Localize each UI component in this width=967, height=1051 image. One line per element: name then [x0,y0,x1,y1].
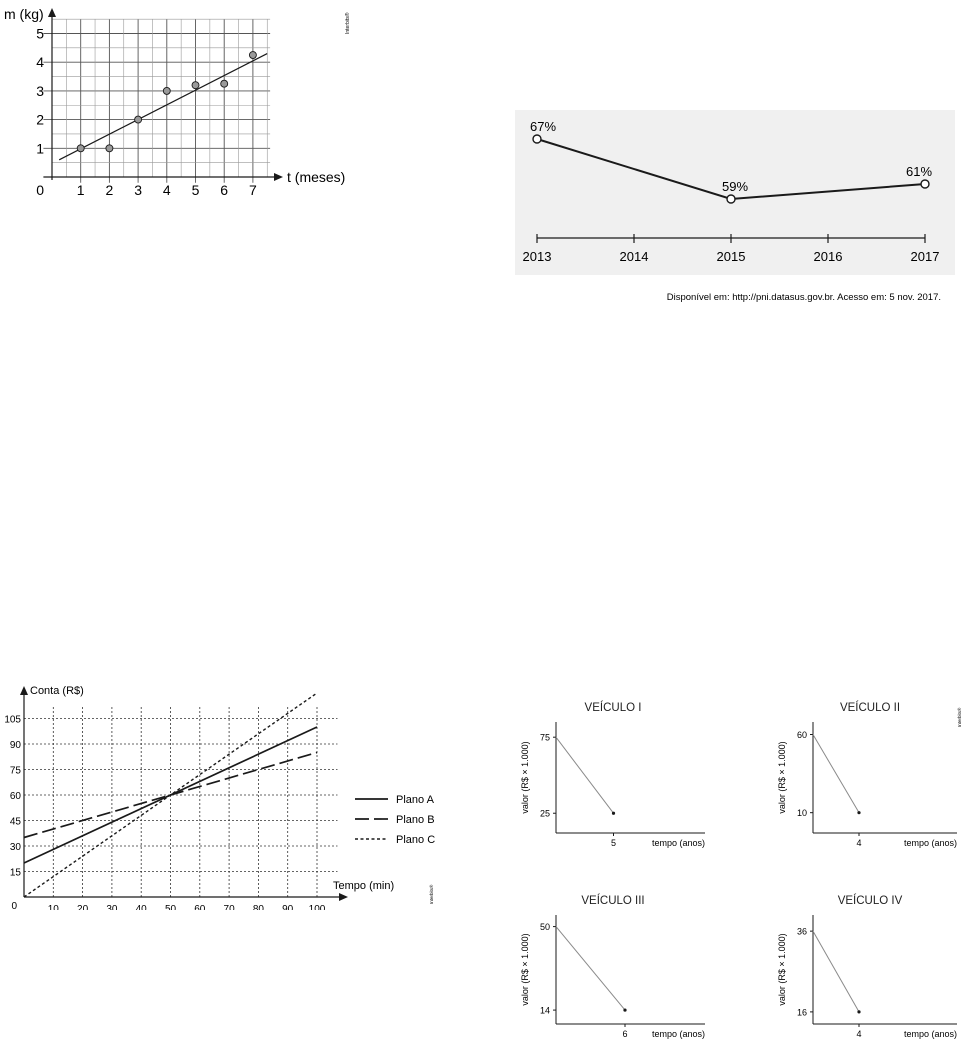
y-axis-label: valor (R$ × 1.000) [520,933,530,1006]
watermark: Interbits® [429,884,434,904]
y-tick-label: 25 [539,808,550,819]
data-point [106,145,113,152]
chart-title: VEÍCULO II [839,702,901,714]
chart-vehicle-1 [515,695,715,855]
source-note: Disponível em: http://pni.datasus.gov.br. Acesso em: 5 nov. 2017. [666,292,941,303]
y-tick-label: 5 [36,25,44,42]
value-line [813,931,859,1012]
y-tick-label: 50 [539,922,550,933]
y-axis-label: valor (R$ × 1.000) [520,741,530,814]
data-point [857,1010,860,1013]
y-tick-label: 90 [9,740,21,751]
chart-mass-time-svg [0,0,370,205]
chart-vehicle-2 [772,695,967,855]
data-point [221,80,228,87]
trend-line [59,54,267,160]
x-tick-label: 1 [76,182,85,198]
chart-vehicle-4 [772,888,967,1046]
chart-percentage-svg [515,110,955,310]
value-line [556,927,625,1010]
x-tick-label: 6 [622,1029,628,1039]
x-axis-arrow [339,893,348,901]
chart-vehicle-2-svg [772,695,967,855]
x-tick-label: 2013 [522,249,552,264]
chart-vehicle-3-svg [515,888,715,1046]
data-point [163,87,170,94]
legend-label: Plano C [396,834,436,846]
x-tick-label: 2 [105,182,114,198]
x-tick-label: 100 [308,904,326,910]
x-axis-label: tempo (anos) [651,838,705,848]
chart-title: VEÍCULO IV [837,895,903,907]
y-axis-label: Conta (R$) [30,685,84,697]
x-tick-label: 50 [164,904,177,910]
x-tick-label: 2014 [619,249,649,264]
y-axis-arrow [48,8,56,17]
x-tick-label: 80 [252,904,264,910]
x-tick-label: 70 [223,904,235,910]
y-tick-label: 1 [36,140,44,157]
x-tick-label: 10 [47,904,59,910]
x-axis-arrow [274,173,283,181]
y-tick-label: 75 [539,732,550,743]
y-axis-label: valor (R$ × 1.000) [777,741,787,814]
data-point [727,195,735,203]
x-tick-label: 40 [135,904,147,910]
x-tick-label: 20 [77,904,89,910]
x-tick-label: 7 [249,182,257,198]
data-label: 59% [721,179,749,194]
data-label: 61% [905,164,933,179]
watermark: Interbits® [345,12,351,34]
chart-title: VEÍCULO III [581,895,645,907]
data-point [533,135,541,143]
x-tick-label: 2016 [813,249,843,264]
x-tick-label: 2017 [910,249,940,264]
data-point [135,116,142,123]
y-tick-label: 4 [36,54,44,71]
y-tick-label: 60 [9,791,21,802]
x-axis-label: tempo (anos) [903,1029,957,1039]
y-tick-label: 45 [9,816,21,828]
y-tick-label: 60 [796,730,807,741]
chart-vehicle-3 [515,888,715,1046]
data-point [249,52,256,59]
chart-title: VEÍCULO I [584,702,642,714]
data-point [857,811,860,814]
x-tick-label: 90 [282,904,294,910]
value-line [813,735,859,813]
y-axis-arrow [20,686,28,695]
x-tick-label: 30 [106,904,118,910]
data-point [77,145,84,152]
x-axis-label: tempo (anos) [651,1029,705,1039]
origin-label: 0 [11,901,17,910]
y-axis-label: m (kg) [4,6,44,22]
x-tick-label: 4 [856,1029,862,1039]
data-point [623,1008,626,1011]
data-label: 67% [529,119,557,134]
x-tick-label: 3 [134,182,142,198]
y-tick-label: 105 [4,714,21,726]
chart-vehicle-4-svg [772,888,967,1046]
y-tick-label: 16 [796,1007,807,1018]
x-axis-label: Tempo (min) [333,880,395,892]
chart-mass-time [0,0,370,205]
x-tick-label: 5 [191,182,200,198]
chart-plans-svg [0,680,445,910]
y-tick-label: 3 [36,82,44,99]
data-point [192,82,199,89]
y-tick-label: 14 [539,1005,550,1016]
origin-label: 0 [36,182,44,198]
y-tick-label: 15 [9,867,21,879]
value-line [556,737,614,813]
y-tick-label: 2 [36,111,44,128]
y-tick-label: 10 [796,808,807,819]
x-tick-label: 4 [856,838,862,848]
legend-label: Plano B [396,814,435,826]
y-tick-label: 75 [9,765,21,777]
chart-vehicle-1-svg [515,695,715,855]
y-tick-label: 36 [796,926,807,937]
chart-percentage [515,110,955,310]
x-tick-label: 5 [610,838,617,848]
y-axis-label: valor (R$ × 1.000) [777,933,787,1006]
x-axis-label: t (meses) [287,169,346,185]
x-tick-label: 6 [220,182,229,198]
x-axis-label: tempo (anos) [903,838,957,848]
x-tick-label: 2015 [716,249,746,264]
chart-plans [0,680,445,910]
data-point [612,812,615,815]
x-tick-label: 4 [162,182,171,198]
y-tick-label: 30 [9,842,21,853]
legend-label: Plano A [396,794,434,806]
x-tick-label: 60 [194,904,206,910]
watermark: Interbits® [957,707,962,727]
data-point [921,180,929,188]
